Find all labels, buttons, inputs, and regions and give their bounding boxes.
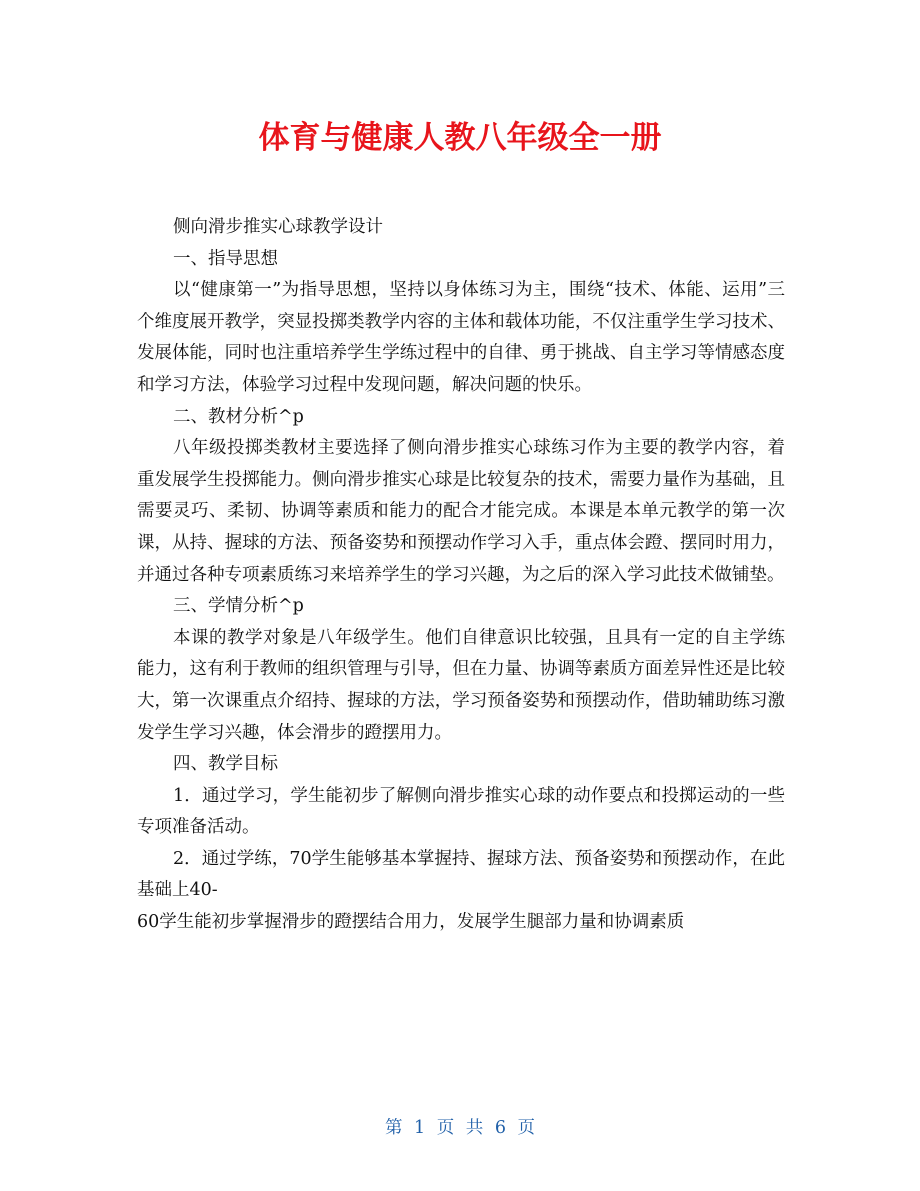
page-footer: 第 1 页 共 6 页 bbox=[384, 1118, 536, 1138]
goal-item-2: 2．通过学练，70学生能够基本掌握持、握球方法、预备姿势和预摆动作，在此基础上40- bbox=[137, 848, 785, 901]
goal-item-2-continued: 60学生能初步掌握滑步的蹬摆结合用力，发展学生腿部力量和协调素质 bbox=[137, 912, 685, 933]
document-title: 体育与健康人教八年级全一册 bbox=[258, 120, 662, 156]
lesson-title: 侧向滑步推实心球教学设计 bbox=[173, 217, 383, 237]
paragraph-material-analysis: 八年级投掷类教材主要选择了侧向滑步推实心球练习作为主要的教学内容，着重发展学生投掷能力。侧向滑步推实心球是比较复杂的技术，需要力量作为基础，且需要灵巧、柔韧、协调等素质和能力的配合才能完成。本课是本单元教学的第一次课，从持、握球的方法、预备姿势和预摆动作学习入手，重点体会蹬、摆同时用力，并通过各种专项素质练习来培养学生的学习兴趣，为之后的深入学习此技术做铺垫。 bbox=[137, 438, 785, 585]
paragraph-guiding-ideology: 以“健康第一”为指导思想，坚持以身体练习为主，围绕“技术、体能、运用”三个维度展开教学，突显投掷类教学内容的主体和载体功能，不仅注重学生学习技术、发展体能，同时也注重培养学生学练过程中的自律、勇于挑战、自主学习等情感态度和学习方法，体验学习过程中发现问题，解决问题的快乐。 bbox=[137, 280, 785, 395]
section-heading-student-analysis: 三、学情分析^p bbox=[173, 596, 304, 617]
goal-item-1: 1．通过学习，学生能初步了解侧向滑步推实心球的动作要点和投掷运动的一些专项准备活动。 bbox=[137, 785, 785, 838]
section-heading-guiding-ideology: 一、指导思想 bbox=[173, 248, 278, 269]
section-heading-teaching-goals: 四、教学目标 bbox=[173, 754, 278, 775]
section-heading-material-analysis: 二、教材分析^p bbox=[173, 406, 304, 427]
document-body bbox=[137, 212, 785, 939]
paragraph-student-analysis: 本课的教学对象是八年级学生。他们自律意识比较强，且具有一定的自主学练能力，这有利于教师的组织管理与引导，但在力量、协调等素质方面差异性还是比较大，第一次课重点介绍持、握球的方法，学习预备姿势和预摆动作，借助辅助练习激发学生学习兴趣，体会滑步的蹬摆用力。 bbox=[137, 627, 785, 743]
